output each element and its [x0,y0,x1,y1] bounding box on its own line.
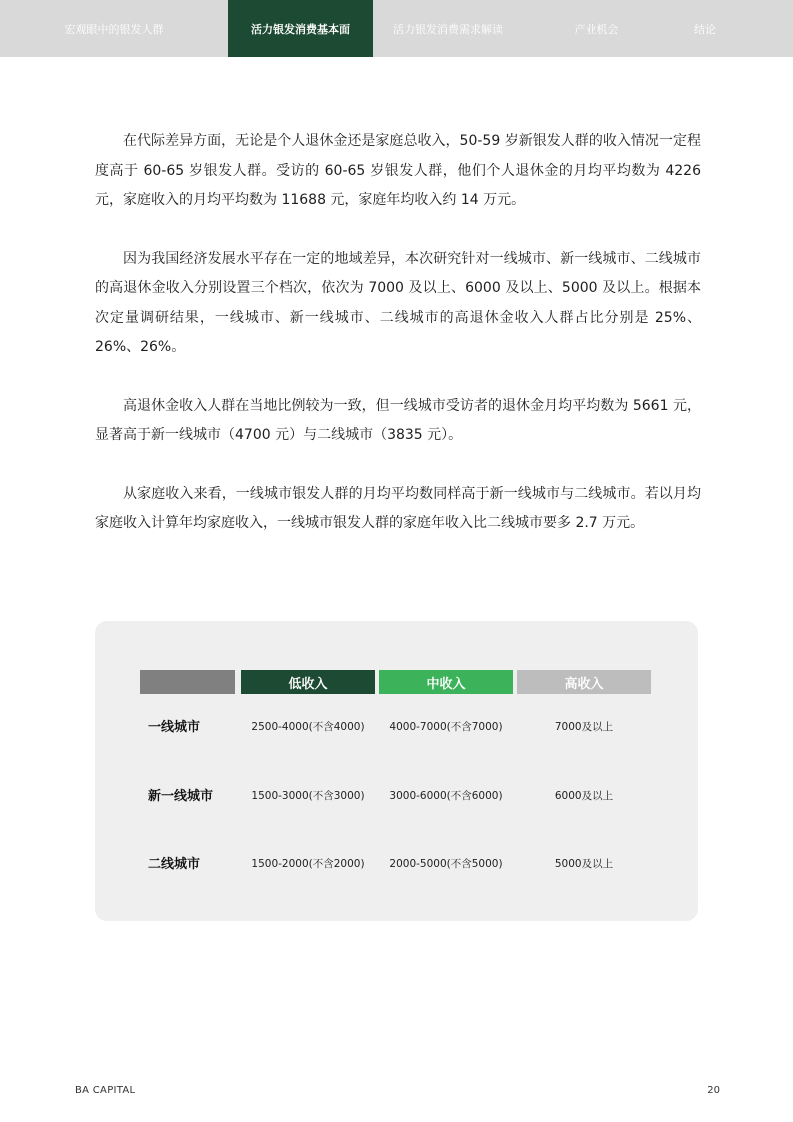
row-label-tier1: 一线城市 [148,720,201,735]
paragraph-generational: 在代际差异方面，无论是个人退休金还是家庭总收入，50-59 岁新银发人群的收入情况一定程度高于 60-65 岁银发人群。受访的 60-65 岁银发人群，他们个人退休金的月均平均数为 4226 元，家庭收入的月均平均数为 11688 元，家庭年均收入约 14 万元。 [95,133,701,208]
cell-new-tier1-high: 6000及以上 [554,790,614,802]
header-mid-income: 中收入 [379,670,513,694]
tab-demand-analysis[interactable]: 活力银发消费需求解读 [393,22,503,36]
footer-brand: BA CAPITAL [75,1085,136,1096]
row-label-tier2: 二线城市 [148,857,201,872]
cell-tier1-mid: 4000-7000(不含7000) [389,721,503,733]
cell-tier1-high: 7000及以上 [554,721,614,733]
tab-conclusion[interactable]: 结论 [694,22,716,36]
header-high-income: 高收入 [517,670,651,694]
cell-tier2-high: 5000及以上 [554,858,614,870]
tab-industry-opportunity[interactable]: 产业机会 [574,22,619,36]
cell-new-tier1-mid: 3000-6000(不含6000) [389,790,503,802]
header-low-income: 低收入 [241,670,375,694]
income-tier-table [95,621,698,921]
paragraph-household: 从家庭收入来看，一线城市银发人群的月均平均数同样高于新一线城市与二线城市。若以月均家庭收入计算年均家庭收入，一线城市银发人群的家庭年收入比二线城市要多 2.7 万元。 [95,485,701,531]
tab-macro-silver[interactable]: 宏观眼中的银发人群 [64,22,164,36]
cell-tier1-low: 2500-4000(不含4000) [251,721,365,733]
tab-consumption-basics[interactable]: 活力银发消费基本面 [228,0,373,57]
cell-tier2-mid: 2000-5000(不含5000) [389,858,503,870]
top-navigation [0,0,793,57]
cell-tier2-low: 1500-2000(不含2000) [251,858,365,870]
page-number: 20 [707,1085,720,1096]
body-text [95,127,701,568]
cell-new-tier1-low: 1500-3000(不含3000) [251,790,365,802]
header-city-blank [140,670,235,694]
row-label-new-tier1: 新一线城市 [148,789,214,804]
paragraph-pension: 高退休金收入人群在当地比例较为一致，但一线城市受访者的退休金月均平均数为 5661 元，显著高于新一线城市（4700 元）与二线城市（3835 元）。 [95,397,701,443]
paragraph-regional: 因为我国经济发展水平存在一定的地域差异，本次研究针对一线城市、新一线城市、二线城市的高退休金收入分别设置三个档次，依次为 7000 及以上、6000 及以上、5000 及以上。根据本次定量调研结果，一线城市、新一线城市、二线城市的高退休金收入人群占比分别是 25%、26%、26%。 [95,250,701,355]
